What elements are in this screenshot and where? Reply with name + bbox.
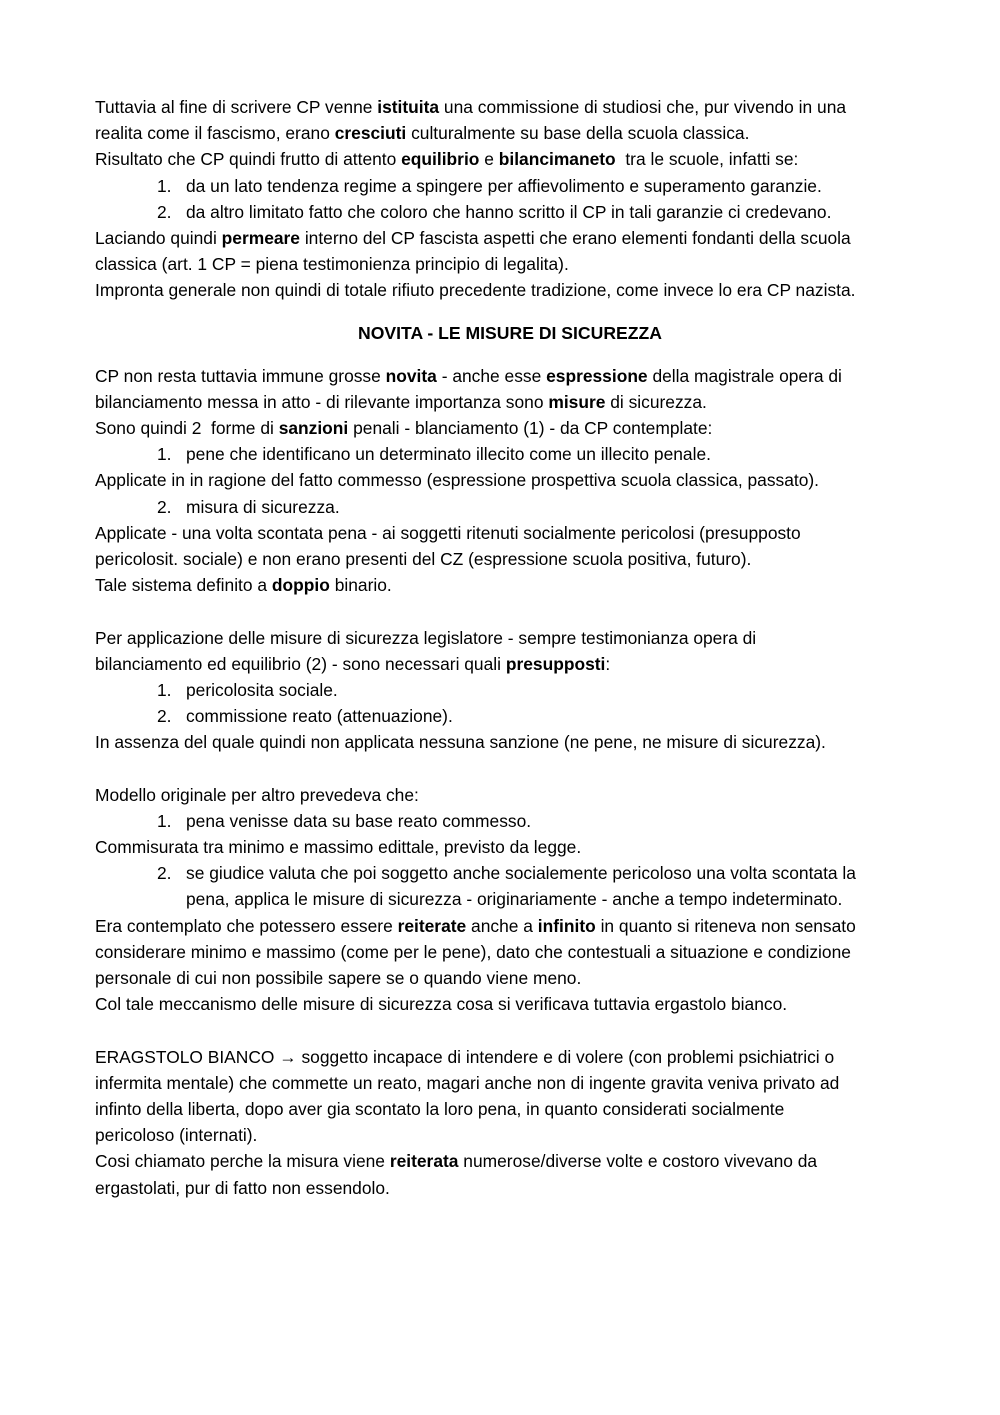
list-item-continuation: pena, applica le misure di sicurezza - originariamente - anche a tempo indeterminato. (186, 889, 843, 910)
text-line: Commisurata tra minimo e massimo edittale, previsto da legge. (95, 837, 582, 858)
list-item: 1. da un lato tendenza regime a spingere per affievolimento e superamento garanzie. (157, 175, 822, 196)
document-page (95, 94, 925, 1201)
text-line: Per applicazione delle misure di sicurezza legislatore - sempre testimonianza opera di (95, 627, 757, 648)
paragraph-spacer (95, 598, 925, 624)
text-line: bilanciamento ed equilibrio (2) - sono necessari quali presupposti: (95, 653, 611, 674)
text-line: infinto della liberta, dopo aver gia scontato la loro pena, in quanto considerati socialmente (95, 1098, 785, 1119)
paragraph-spacer (95, 1017, 925, 1043)
paragraph-spacer (95, 756, 925, 782)
text-line: personale di cui non possibile sapere se o quando viene meno. (95, 968, 582, 988)
text-line: Era contemplato che potessero essere reiterate anche a infinito in quanto si riteneva non sensato (95, 915, 856, 936)
text-line: ergastolati, pur di fatto non essendolo. (95, 1177, 390, 1198)
text-line: Applicate in in ragione del fatto commesso (espressione prospettiva scuola classica, passato). (95, 470, 820, 491)
text-line: pericoloso (internati). (95, 1125, 258, 1146)
text-line: Risultato che CP quindi frutto di attento equilibrio e bilancimaneto tra le scuole, infatti se: (95, 149, 799, 170)
text-line: ERAGSTOLO BIANCO → soggetto incapace di intendere e di volere (con problemi psichiatrici o (95, 1046, 835, 1067)
text-line: Applicate - una volta scontata pena - ai soggetti ritenuti socialmente pericolosi (presupposto (95, 522, 801, 543)
list-item: 2. misura di sicurezza. (157, 496, 340, 517)
text-line: Modello originale per altro prevedeva che: (95, 784, 419, 805)
text-line: Impronta generale non quindi di totale rifiuto precedente tradizione, come invece lo era CP nazista. (95, 280, 856, 301)
text-line: CP non resta tuttavia immune grosse novita - anche esse espressione della magistrale opera di (95, 365, 842, 386)
text-line: bilanciamento messa in atto - di rilevante importanza sono misure di sicurezza. (95, 391, 707, 412)
text-line: infermita mentale) che commette un reato, magari anche non di ingente gravita veniva privato ad (95, 1072, 840, 1093)
text-line: Cosi chiamato perche la misura viene reiterata numerose/diverse volte e costoro vivevano da (95, 1151, 818, 1172)
text-line: Sono quindi 2 forme di sanzioni penali - blanciamento (1) - da CP contemplate: (95, 418, 713, 439)
list-item: 1. pena venisse data su base reato commesso. (157, 810, 532, 831)
text-line: Tale sistema definito a doppio binario. (95, 575, 392, 596)
list-item: 2. commissione reato (attenuazione). (157, 706, 453, 727)
text-line: considerare minimo e massimo (come per le pene), dato che contestuali a situazione e condizione (95, 941, 851, 962)
text-line: Col tale meccanismo delle misure di sicurezza cosa si verificava tuttavia ergastolo bianco. (95, 994, 788, 1015)
text-line: Laciando quindi permeare interno del CP fascista aspetti che erano elementi fondanti della scuola (95, 227, 851, 248)
section-heading: NOVITA - LE MISURE DI SICUREZZA (358, 322, 662, 343)
list-item: 1. pene che identificano un determinato illecito come un illecito penale. (157, 444, 711, 465)
list-item: 2. se giudice valuta che poi soggetto anche socialemente pericoloso una volta scontata la (157, 863, 856, 884)
list-item: 1. pericolosita sociale. (157, 679, 338, 700)
text-line: In assenza del quale quindi non applicata nessuna sanzione (ne pene, ne misure di sicurezza). (95, 732, 826, 753)
text-line: Tuttavia al fine di scrivere CP venne istituita una commissione di studiosi che, pur vivendo in una (95, 97, 847, 117)
text-line: realita come il fascismo, erano cresciuti culturalmente su base della scuola classica. (95, 123, 750, 144)
text-line: classica (art. 1 CP = piena testimonienza principio di legalita). (95, 254, 569, 275)
text-line: pericolosit. sociale) e non erano presenti del CZ (espressione scuola positiva, futuro). (95, 549, 752, 569)
list-item: 2. da altro limitato fatto che coloro che hanno scritto il CP in tali garanzie ci credevano. (157, 201, 832, 222)
